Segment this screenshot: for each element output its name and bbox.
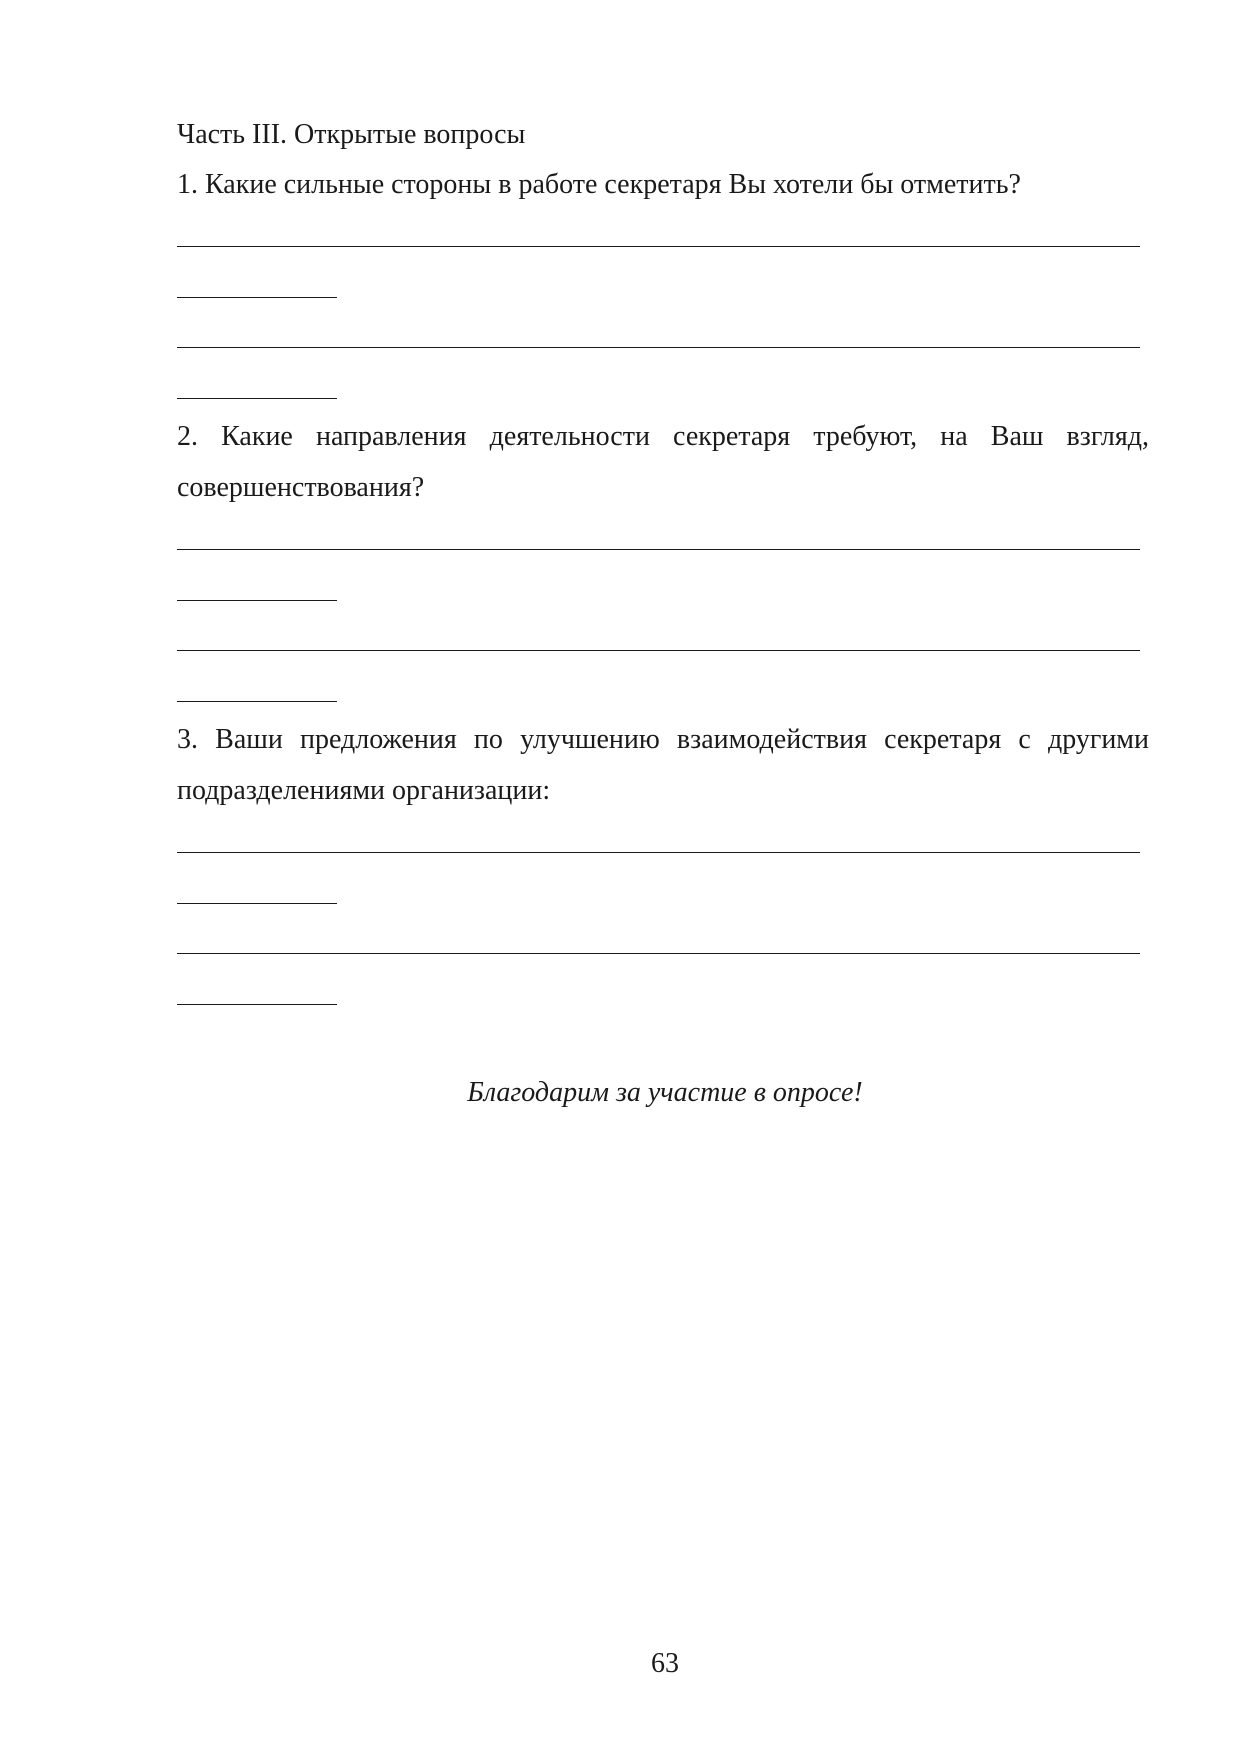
question-3-text-line1: 3. Ваши предложения по улучшению взаимодействия секретаря с другими xyxy=(177,724,1149,755)
answer-line-2a-continued[interactable] xyxy=(177,600,337,601)
answer-line-2b-continued[interactable] xyxy=(177,701,337,702)
page-number: 63 xyxy=(651,1648,679,1679)
section-title: Часть III. Открытые вопросы xyxy=(177,119,526,150)
answer-line-2b[interactable] xyxy=(177,650,1140,651)
answer-line-1b[interactable] xyxy=(177,347,1140,348)
question-2-text-line2: совершенствования? xyxy=(177,472,425,503)
question-1-text: 1. Какие сильные стороны в работе секретаря Вы хотели бы отметить? xyxy=(177,169,1021,200)
closing-thanks: Благодарим за участие в опросе! xyxy=(467,1077,863,1108)
answer-line-3b[interactable] xyxy=(177,953,1140,954)
question-2-text-line1: 2. Какие направления деятельности секретаря требуют, на Ваш взгляд, xyxy=(177,421,1149,452)
answer-line-3a[interactable] xyxy=(177,852,1140,853)
question-3-text-line2: подразделениями организации: xyxy=(177,775,551,806)
answer-line-1b-continued[interactable] xyxy=(177,398,337,399)
answer-line-3b-continued[interactable] xyxy=(177,1004,337,1005)
answer-line-1a[interactable] xyxy=(177,246,1140,247)
answer-line-3a-continued[interactable] xyxy=(177,903,337,904)
answer-line-2a[interactable] xyxy=(177,549,1140,550)
answer-line-1a-continued[interactable] xyxy=(177,297,337,298)
